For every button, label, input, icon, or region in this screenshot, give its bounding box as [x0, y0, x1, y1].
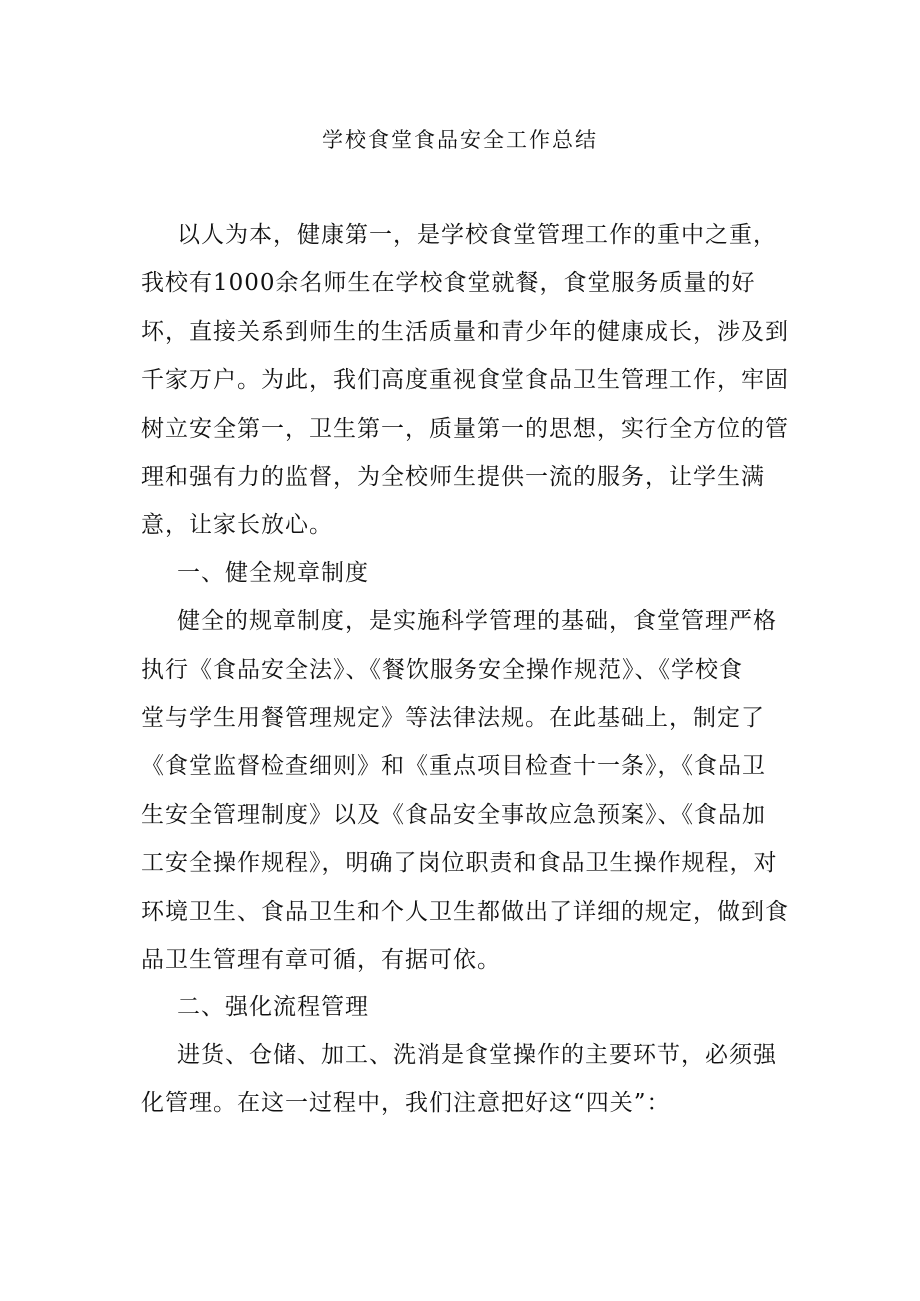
text-line: 意，让家长放心。 [141, 512, 333, 538]
text-line: 进货、仓储、加工、洗消是食堂操作的主要环节，必须强 [177, 1042, 777, 1068]
text-line: 品卫生管理有章可循，有据可依。 [141, 947, 501, 973]
text-line: 生安全管理制度》以及《食品安全事故应急预案》、《食品加 [141, 802, 766, 828]
section-heading: 一、健全规章制度 [177, 560, 369, 586]
text-line: 环境卫生、食品卫生和个人卫生都做出了详细的规定，做到食 [141, 899, 789, 925]
text-line: 坏，直接关系到师生的生活质量和青少年的健康成长，涉及到 [141, 319, 789, 345]
text-line: 健全的规章制度，是实施科学管理的基础，食堂管理严格 [177, 608, 777, 634]
text-line: 以人为本，健康第一，是学校食堂管理工作的重中之重， [177, 222, 777, 248]
text-line: 我校有1000余名师生在学校食堂就餐，食堂服务质量的好 [141, 270, 756, 296]
text-line: 工安全操作规程》，明确了岗位职责和食品卫生操作规程，对 [141, 850, 778, 876]
document-title: 学校食堂食品安全工作总结 [322, 128, 598, 152]
text-line: 理和强有力的监督，为全校师生提供一流的服务，让学生满 [141, 464, 765, 490]
text-line: 化管理。在这一过程中，我们注意把好这“四关”： [141, 1090, 671, 1116]
text-line: 《食堂监督检查细则》和《重点项目检查十一条》，《食品卫 [141, 753, 766, 779]
section-heading: 二、强化流程管理 [177, 994, 369, 1020]
text-line: 执行《食品安全法》、《餐饮服务安全操作规范》、《学校食 [141, 657, 743, 683]
text-line: 千家万户。为此，我们高度重视食堂食品卫生管理工作，牢固 [141, 367, 789, 393]
text-line: 树立安全第一，卫生第一，质量第一的思想，实行全方位的管 [141, 416, 789, 442]
text-line: 堂与学生用餐管理规定》等法律法规。在此基础上，制定了 [141, 705, 765, 731]
